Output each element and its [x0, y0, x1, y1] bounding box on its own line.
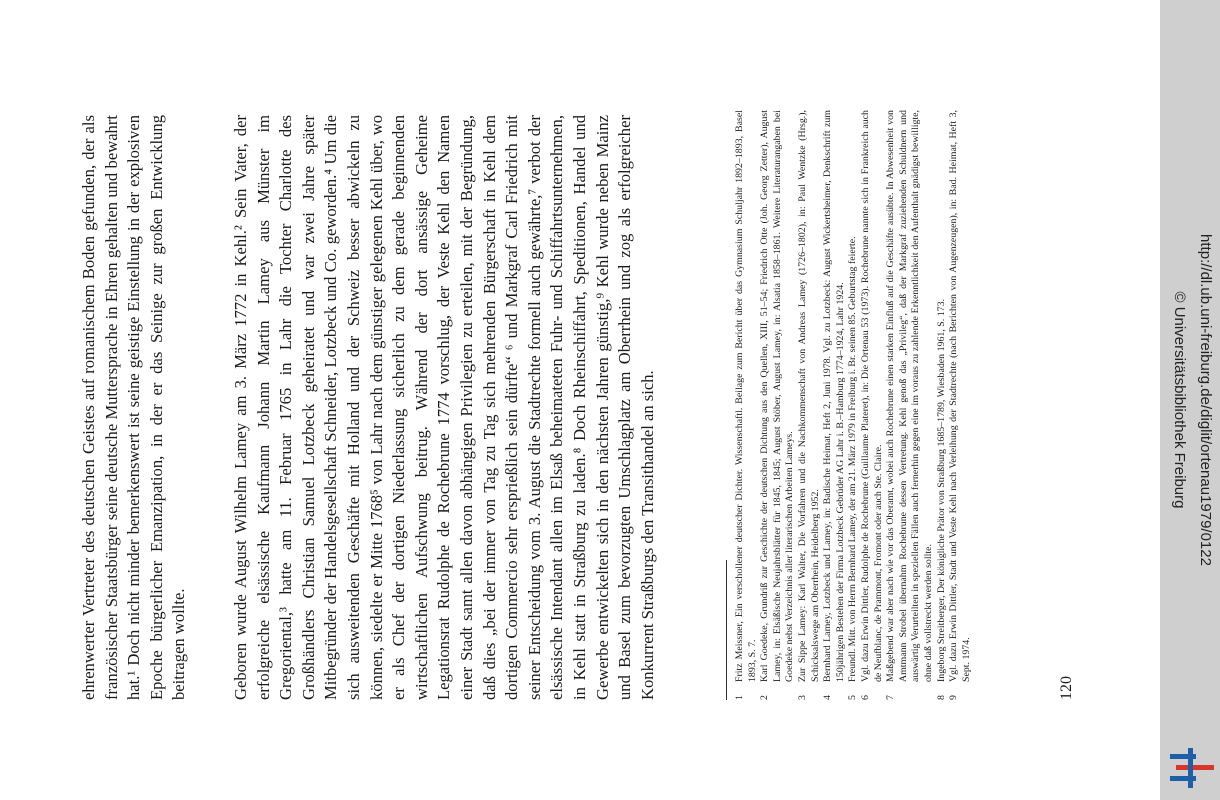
footnote	[847, 110, 860, 700]
footnote	[759, 110, 797, 700]
sidebar-rotated-text	[1160, 0, 1220, 800]
footnote-text: Ingeborg Streitberger, Der königliche Prätor von Straßburg 1685–1789, Wiesbaden 1961, S. 173.	[935, 299, 947, 682]
footnote	[797, 110, 822, 700]
footnote	[860, 110, 885, 700]
footnote-text: Freundl. Mitt. von Herrn Bernhard Lamey, der am 21. März 1979 in Freiburg i. Br. seinen 85. Geburtstag feierte.	[847, 236, 859, 682]
footnote-text: Zur Sippe Lamey: Karl Walter, Die Vorfahren und die Nachkommenschaft von Andreas Lamey (1726–1802), in: Paul Wentzke (Hrsg.), Schicksalswege am Oberrhein, Heidelberg 1952.	[796, 110, 821, 682]
footnote-text: Maßgebend war aber nach wie vor das Oberamt, wobei auch Rochebrune einen starken Einfluß auf die Geschäfte ausübte. In Abwesenheit von Amtmann Strobel übernahm Rochebrune dessen Vertretung. Kehl genoß das „Privileg“, daß der Markgraf zuziehenden Schuldnern und auswärtig Verurteilten in speziellen Fällen auch fernerhin gegen eine im voraus zu zahlende Erkenntlichkeit den Aufenthalt gnädigst bewilligte, ohne daß vollstreckt werden sollte.	[885, 110, 934, 682]
footnote-number: 4	[822, 695, 834, 700]
viewer-sidebar	[1160, 0, 1220, 800]
footnote-text: Bernhard Lamey, Lotzbeck und Lamey, in: Badische Heimat, Heft 2, Juni 1978. Vgl. zu Lotzbeck: August Wickertsheimer, Denkschrift zum 150jährigen Bestehen der Firma Lotzbeck Gebrüder AG Lahr i. B.–Hamburg 1774–1924, Lahr 1924.	[822, 110, 846, 682]
footnote	[822, 110, 847, 700]
footnote-text: Vgl. dazu Erwin Dittler, Rudolphe de Rochebrune (Guillaume Plateret), in: Die Ortenau 53 (1973). Rochebrune nannte sich in Frankreich auch de Neufblanc, de Prammont, Fromont oder auch Ste. Claire.	[859, 110, 884, 682]
footnote-number: 8	[935, 695, 947, 700]
footnote	[734, 110, 759, 700]
footnote-text: Karl Goedeke, Grundriß zur Geschichte der deutschen Dichtung aus den Quellen, XIII, 51–54; Friedrich Otte (Joh. Georg Zetter), August Lamey, in: Elsäßische Neujahrsblätter für 1845, 1845; August Stöber, August Lamey, in: Alsatia 1858–1861. Weitere Literaturangaben bei Goedeke nebst Verzeichnis aller literarischen Arbeiten Lameys.	[759, 110, 796, 682]
logo-bar	[1176, 765, 1214, 770]
footnote-number: 2	[759, 695, 771, 700]
footnote-text: Vgl. dazu Erwin Dittler, Stadt und Veste Kehl nach Verleihung der Stadtrechte (nach Berichten von Augenzeugen), in: Bad. Heimat, Heft 3, Sept. 1974.	[948, 110, 972, 682]
paragraph-1: ehrenwerter Vertreter des deutschen Geistes auf romanischem Boden gefunden, der als französischer Staatsbürger seine deutsche Muttersprache in Ehren gehalten und bewahrt hat.¹ Doch nicht minder bemerkenswert ist seine geistige Einstellung in der explosiven Epoche bürgerlicher Emanzipation, in der er das Seinige zur großen Entwicklung beitragen wollte.	[79, 115, 189, 700]
footnotes	[734, 110, 973, 700]
footnote	[885, 110, 935, 700]
footnote-number: 6	[859, 695, 871, 700]
footnote-number: 5	[847, 695, 859, 700]
permalink-url[interactable]: http://dl.ub.uni-freiburg.de/diglit/ortenau1979/0122	[1197, 234, 1214, 566]
footnote-number: 9	[948, 695, 960, 700]
footnote-number: 3	[796, 695, 808, 700]
paragraph-2: Geboren wurde August Wilhelm Lamey am 3. März 1772 in Kehl.² Sein Vater, der erfolgreiche elsässische Kaufmann Johann Martin Lamey aus Münster im Gregoriental,³ hatte am 11. Februar 1765 in Lahr die Tochter Charlotte des Großhändlers Christian Samuel Lotzbeck geheiratet und war zwei Jahre später Mitbegründer der Handelsgesellschaft Schneider, Lotzbeck und Co. geworden.⁴ Um die sich ausweitenden Geschäfte mit Holland und der Schweiz besser abwickeln zu können, siedelte er Mitte 1768⁵ von Lahr nach dem günstiger gelegenen Kehl über, wo er als Chef der dortigen Niederlassung sicherlich zu dem gerade beginnenden wirtschaftlichen Aufschwung beitrug. Während der dort ansässige Geheime Legationsrat Rudolphe de Rochebrune 1774 vorschlug, der Veste Kehl den Namen einer Stadt samt allen davon abhängigen Privilegien zu erteilen, mit der Begründung, daß dies „bei der immer von Tag zu Tag sich mehrenden Bürgerschaft in Kehl dem dortigen Commercio sehr ersprießlich sein dürfte“ ⁶ und Markgraf Carl Friedrich mit seiner Entscheidung vom 3. August die Stadtrechte formell auch gewährte,⁷ verbot der elsässische Intendant allen im Elsaß beheimateten Fuhr- und Schiffahrtsunternehmen, in Kehl statt in Straßburg zu laden.⁸ Doch Rheinschiffahrt, Speditionen, Handel und Gewerbe entwickelten sich in den nächsten Jahren günstig,⁹ Kehl wurde neben Mainz und Basel zum bevorzugten Umschlagplatz am Oberrhein und zog als erfolgreicher Konkurrent Straßburgs den Transithandel an sich.	[231, 115, 657, 700]
footnote	[936, 110, 949, 700]
copyright-notice: © Universitätsbibliothek Freiburg	[1171, 291, 1188, 509]
footnote-divider	[726, 560, 727, 700]
library-logo-icon	[1170, 748, 1214, 788]
logo-bar	[1188, 748, 1193, 788]
footnote	[948, 110, 973, 700]
page-number: 120	[1058, 676, 1075, 700]
footnote-text: Fritz Meissner, Ein verschollener deutscher Dichter. Wissenschaftl. Beilage zum Bericht über das Gymnasium Schuljahr 1892–1893, Basel 1893, S. 7.	[734, 110, 758, 682]
footnote-number: 7	[885, 695, 897, 700]
footnote-number: 1	[734, 695, 745, 700]
